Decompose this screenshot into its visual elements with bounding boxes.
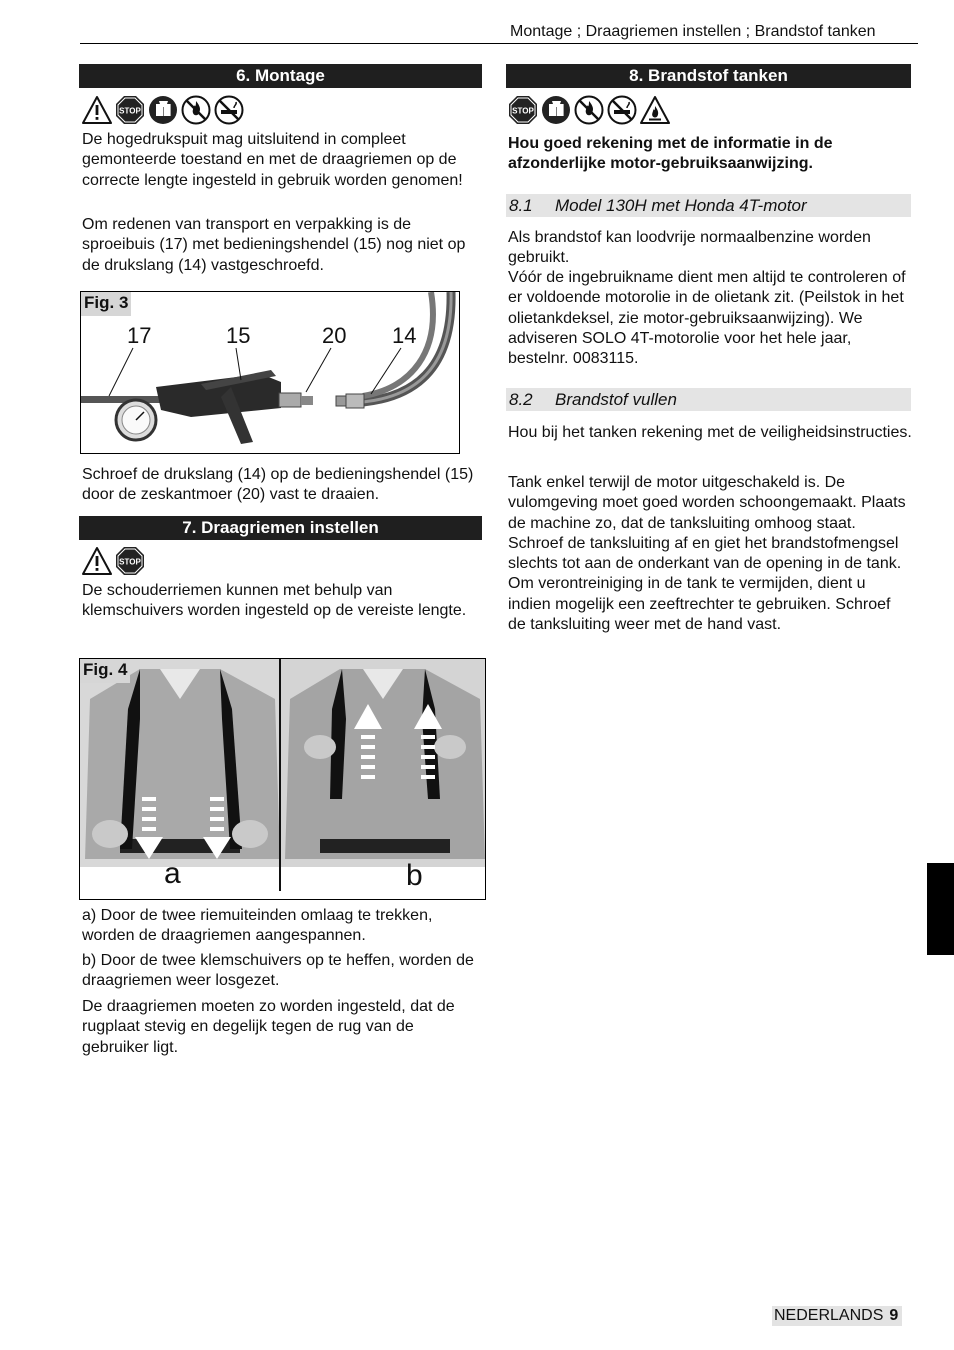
section-8-icons bbox=[508, 94, 670, 126]
page-number: 9 bbox=[889, 1307, 899, 1324]
section-6-paragraph-2: Om redenen van transport en verpakking is de sproeibuis (17) met bedieningshendel (15) nog niet op de drukslang (14) vastgeschroefd. bbox=[82, 216, 466, 274]
shoulder-strap-photos bbox=[80, 659, 485, 899]
figure-4 bbox=[79, 658, 486, 900]
subsection-8-2-heading bbox=[506, 388, 911, 411]
section-6-heading: 6. Montage bbox=[79, 64, 482, 88]
section-7-paragraph-1: De schouderriemen kunnen met behulp van klemschuivers worden ingesteld op de vereiste lengte. bbox=[82, 582, 467, 620]
section-6-paragraph-3: Schroef de drukslang (14) op de bedieningshendel (15) door de zeskantmoer (20) vast te draaien. bbox=[82, 466, 474, 504]
section-6-icons bbox=[82, 94, 244, 126]
subsection-8-2-number: 8.2 bbox=[509, 390, 533, 409]
read-manual-icon bbox=[148, 95, 178, 125]
no-fire-icon bbox=[181, 95, 211, 125]
no-smoking-icon bbox=[214, 95, 244, 125]
subsection-8-1-title: Model 130H met Honda 4T-motor bbox=[555, 196, 807, 215]
callout-15: 15 bbox=[226, 323, 251, 348]
callout-20: 20 bbox=[322, 323, 347, 348]
panel-b-label: b bbox=[406, 859, 423, 892]
page-footer bbox=[772, 1306, 902, 1326]
section-7-paragraph-3: b) Door de twee klemschuivers op te heffen, worden de draagriemen weer losgezet. bbox=[82, 952, 474, 990]
subsection-8-1-number: 8.1 bbox=[509, 196, 533, 215]
stop-icon bbox=[115, 95, 145, 125]
section-7-paragraph-2: a) Door de twee riemuiteinden omlaag te trekken, worden de draagriemen aangespannen. bbox=[82, 907, 433, 945]
section-7-paragraph-4: De draagriemen moeten zo worden ingesteld, dat de rugplaat stevig en degelijk tegen de rug van de gebruiker ligt. bbox=[82, 998, 455, 1056]
stop-icon bbox=[508, 95, 538, 125]
footer-language: NEDERLANDS bbox=[774, 1307, 884, 1324]
figure-3-label: Fig. 3 bbox=[81, 292, 131, 316]
running-header: Montage ; Draagriemen instellen ; Brandstof tanken bbox=[510, 23, 876, 40]
warning-triangle-icon bbox=[82, 546, 112, 576]
subsection-8-2-paragraph-1: Hou bij het tanken rekening met de veiligheidsinstructies. bbox=[508, 424, 912, 441]
subsection-8-2-paragraph-2: Tank enkel terwijl de motor uitgeschakeld is. De vulomgeving moet goed worden schoongemaakt. Plaats de machine zo, dat de tanksluiting omhoog staat. Schroef de tanksluiting af en giet het brandstofmengsel slechts tot aan de onderkant van de opening in de tank. Om verontreiniging in de tank te vermijden, dient u indien mogelijk een zeeftrechter te gebruiken. Schroef de tanksluiting weer met de hand vast. bbox=[508, 474, 906, 634]
warning-triangle-icon bbox=[82, 95, 112, 125]
language-side-tab bbox=[927, 863, 954, 955]
subsection-8-1-heading bbox=[506, 194, 911, 217]
section-7-icons bbox=[82, 545, 145, 577]
stop-icon bbox=[115, 546, 145, 576]
figure-4-label: Fig. 4 bbox=[80, 659, 130, 683]
panel-a-label: a bbox=[164, 857, 181, 890]
section-7-heading: 7. Draagriemen instellen bbox=[79, 516, 482, 540]
subsection-8-1-paragraph-1: Als brandstof kan loodvrije normaalbenzine worden gebruikt. bbox=[508, 229, 871, 267]
callout-14: 14 bbox=[392, 323, 417, 348]
subsection-8-1-paragraph-2: Vóór de ingebruikname dient men altijd te controleren of er voldoende motorolie in de olietank zit. (Peilstok in het olietankdeksel, zie motor-gebruiksaanwijzing). We adviseren SOLO 4T-motorolie voor het hele jaar, bestelnr. 0083115. bbox=[508, 269, 906, 368]
read-manual-icon bbox=[541, 95, 571, 125]
section-6-paragraph-1: De hogedrukspuit mag uitsluitend in compleet gemonteerde toestand en met de draagriemen op de correcte lengte ingesteld in gebruik worden genomen! bbox=[82, 131, 463, 189]
section-8-intro: Hou goed rekening met de informatie in de afzonderlijke motor-gebruiksaanwijzing. bbox=[508, 135, 833, 173]
flammable-warning-icon bbox=[640, 95, 670, 125]
no-fire-icon bbox=[574, 95, 604, 125]
section-8-heading: 8. Brandstof tanken bbox=[506, 64, 911, 88]
no-smoking-icon bbox=[607, 95, 637, 125]
header-rule bbox=[80, 43, 918, 44]
spray-lance-illustration bbox=[81, 292, 459, 453]
figure-3 bbox=[80, 291, 460, 454]
subsection-8-2-title: Brandstof vullen bbox=[555, 390, 677, 409]
callout-17: 17 bbox=[127, 323, 152, 348]
